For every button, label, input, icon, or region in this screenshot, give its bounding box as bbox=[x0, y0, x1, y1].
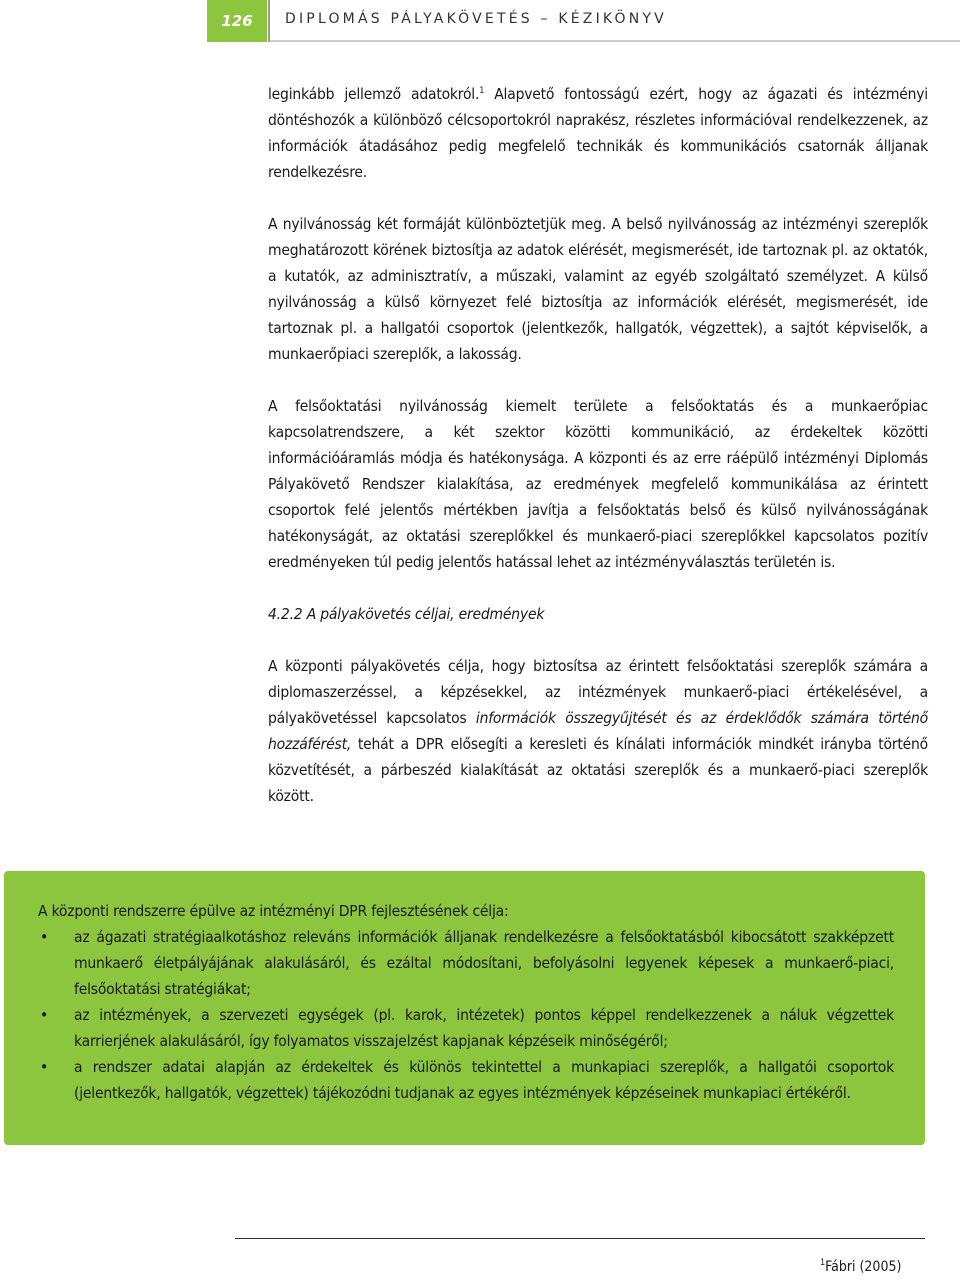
footnote-number: 1 bbox=[820, 1258, 826, 1268]
header-divider bbox=[268, 0, 270, 42]
paragraph-1-start: leginkább jellemző adatokról. bbox=[268, 85, 480, 103]
page-header bbox=[0, 0, 960, 42]
highlight-box bbox=[4, 871, 925, 1145]
footnote-rule bbox=[235, 1238, 925, 1239]
paragraph-1 bbox=[268, 78, 928, 185]
highlight-box-content bbox=[38, 898, 894, 1106]
paragraph-4-start: A központi pályakövetés célja, hogy biztosítsa az érintett felsőoktatási szereplők számára a diplomaszerzéssel, a képzésekkel, az intézmények munkaerő-piaci értékelésével, a pályakövetéssel kapcsolatos bbox=[268, 657, 928, 727]
page-number: 126 bbox=[207, 0, 267, 42]
paragraph-3: A felsőoktatási nyilvánosság kiemelt területe a felsőoktatás és a munkaerőpiac kapcsolatrendszere, a két szektor közötti kommunikáció, az érdekeltek közötti információáramlás módja és hatékonysága. A központi és az erre ráépülő intézményi Diplomás Pályakövető Rendszer kialakítása, az eredmények megfelelő kommunikálása az érintett csoportok felé jelentős mértékben javítja a felsőoktatás belső és külső nyilvánosságának hatékonyságát, az oktatási szereplőkkel és munkaerő-piaci szereplőkkel kapcsolatos pozitív eredményeken túl pedig jelentős hatással lehet az intézményválasztás területén is. bbox=[268, 397, 928, 571]
running-title: DIPLOMÁS PÁLYAKÖVETÉS – KÉZIKÖNYV bbox=[285, 11, 667, 27]
list-item-text: a rendszer adatai alapján az érdekeltek és különös tekintettel a munkapiaci szereplők, a hallgatói csoportok (jelentkezők, hallgatók, végzettek) tájékozódni tudjanak az egyes intézmények képzéseinek munkapiaci értékéről. bbox=[74, 1058, 894, 1102]
section-heading: 4.2.2 A pályakövetés céljai, eredmények bbox=[268, 605, 545, 623]
main-text bbox=[268, 78, 928, 809]
footnote-text: Fábri (2005) bbox=[825, 1259, 902, 1275]
paragraph-2: A nyilvánosság két formáját különböztetjük meg. A belső nyilvánosság az intézményi szereplők meghatározott körének biztosítja az adatok elérését, megismerését, ide tartoznak pl. az oktatók, a kutatók, az adminisztratív, a műszaki, valamint az egyéb szolgáltató személyzet. A külső nyilvánosság a külső környezet felé biztosítja az információk elérését, megismerését, ide tartoznak pl. a hallgatói csoportok (jelentkezők, hallgatók, végzettek), a sajtót képviselők, a munkaerőpiaci szereplők, a lakosság. bbox=[268, 215, 928, 363]
paragraph-4 bbox=[268, 653, 928, 809]
footnote-ref: 1 bbox=[479, 86, 485, 96]
list-item-text: az ágazati stratégiaalkotáshoz releváns információk álljanak rendelkezésre a felsőoktatásból kibocsátott szakképzett munkaerő életpályájának alakulásáról, és ezáltal módosítani, befolyásolni legyenek képesek a munkaerő-piaci, felsőoktatási stratégiákat; bbox=[74, 928, 894, 998]
bullet-icon: • bbox=[40, 1058, 49, 1076]
paragraph-4-end: tehát a DPR elősegíti a keresleti és kínálati információk mindkét irányba történő közvetítését, a párbeszéd kialakítását az oktatási szereplők és a munkaerő-piaci szereplők között. bbox=[268, 735, 928, 805]
bullet-icon: • bbox=[40, 928, 49, 946]
list-item bbox=[38, 924, 894, 1002]
paragraph-1-end: Alapvető fontosságú ezért, hogy az ágazati és intézményi döntéshozók a különböző célcsoportokról naprakész, részletes információval rendelkezzenek, az információk átadásához pedig megfelelő technikák és kommunikációs csatornák álljanak rendelkezésre. bbox=[268, 85, 928, 181]
footnote bbox=[820, 1258, 901, 1275]
header-rule bbox=[270, 40, 960, 42]
paragraph-4-italic: információk összegyűjtését és az érdeklődők számára történő hozzáférést, bbox=[268, 709, 928, 753]
list-item bbox=[38, 1002, 894, 1054]
bullet-icon: • bbox=[40, 1006, 49, 1024]
list-item bbox=[38, 1054, 894, 1106]
list-item-text: az intézmények, a szervezeti egységek (pl. karok, intézetek) pontos képpel rendelkezzenek a náluk végzettek karrierjének alakulásáról, így folyamatos visszajelzést kapjanak képzéseik minőségéről; bbox=[74, 1006, 894, 1050]
goal-list bbox=[38, 924, 894, 1106]
highlight-box-title: A központi rendszerre épülve az intézményi DPR fejlesztésének célja: bbox=[38, 902, 509, 920]
